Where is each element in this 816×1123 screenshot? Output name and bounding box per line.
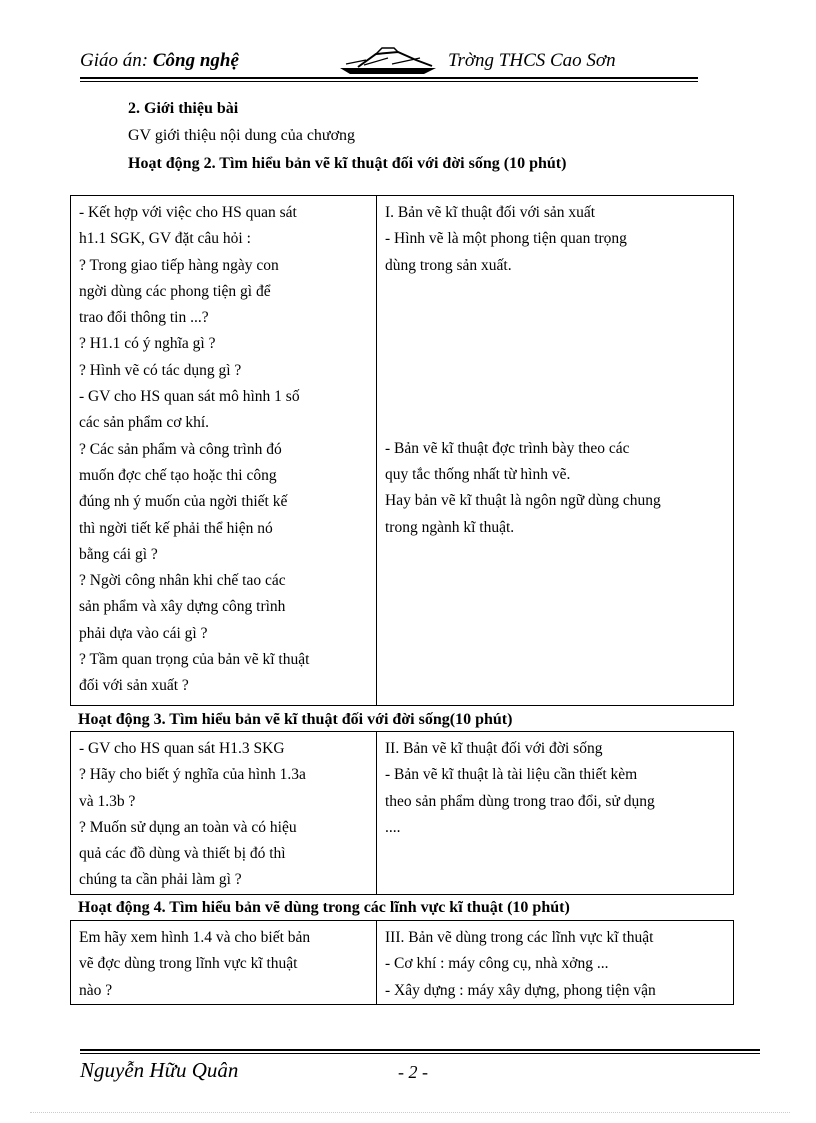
text-line: trao đổi thông tin ...? [79,309,209,327]
text-line: ? Muốn sử dụng an toàn và có hiệu [79,818,297,836]
activity-2-heading: Hoạt động 2. Tìm hiểu bản vẽ kĩ thuật đối với đời sống (10 phút) [128,155,567,172]
text-line: quy tắc thống nhất từ hình vẽ. [385,466,571,484]
intro-line: GV giới thiệu nội dung của chương [128,127,356,144]
text-line: dùng trong sản xuất. [385,256,512,274]
text-line: ? Các sản phẩm và công trình đó [79,440,282,458]
text-line: ? Hình vẽ có tác dụng gì ? [79,361,242,379]
content-cell [377,196,734,706]
footer-rule [80,1049,760,1051]
text-line: - Kết hợp với việc cho HS quan sát [79,204,297,221]
text-line: các sản phẩm cơ khí. [79,414,209,432]
header-rule-thin [80,81,698,82]
teacher-activity-cell [71,732,377,895]
activity-2-table [70,195,734,706]
footer-author: Nguyễn Hữu Quân [80,1058,239,1082]
activity-4-table [70,920,734,1005]
text-line: III. Bản vẽ dùng trong các lĩnh vực kĩ thuật [385,929,654,946]
header-rule [80,77,698,79]
section-heading: 2. Giới thiệu bài [128,100,239,117]
header-school: Trờng THCS Cao Sơn [448,50,616,71]
text-line: ? Hãy cho biết ý nghĩa của hình 1.3a [79,766,306,784]
text-line: - Bản vẽ kĩ thuật đợc trình bày theo các [385,439,630,457]
text-line: - Bản vẽ kĩ thuật là tài liệu cần thiết kèm [385,766,638,784]
text-line: - Xây dựng : máy xây dựng, phong tiện vận [385,981,656,999]
header-subject [80,50,239,72]
teacher-activity-cell [71,921,377,1005]
text-line: phải dựa vào cái gì ? [79,624,208,642]
text-line: .... [385,818,401,836]
text-line: Hay bản vẽ kĩ thuật là ngôn ngữ dùng chung [385,492,661,510]
text-line: muốn đợc chế tạo hoặc thi công [79,466,277,484]
text-line: nào ? [79,981,113,999]
text-line: ngời dùng các phong tiện gì để [79,282,271,300]
text-line: - Cơ khí : máy công cụ, nhà xởng ... [385,955,609,973]
text-line: ? H1.1 có ý nghĩa gì ? [79,335,216,353]
ship-ornament-icon [336,46,446,74]
text-line: h1.1 SGK, GV đặt câu hỏi : [79,230,251,248]
teacher-activity-cell [71,196,377,706]
text-line: Em hãy xem hình 1.4 và cho biết bản [79,929,311,946]
text-line: - GV cho HS quan sát H1.3 SKG [79,740,285,757]
page-edge-divider [30,1112,790,1113]
content-cell [377,732,734,895]
text-line: đối với sản xuất ? [79,677,189,695]
header-subject-prefix: Giáo án: [80,50,149,71]
text-line: và 1.3b ? [79,792,136,810]
content-cell [377,921,734,1005]
text-line: ? Trong giao tiếp hàng ngày con [79,256,279,274]
text-line: vẽ đợc dùng trong lĩnh vực kĩ thuật [79,955,298,973]
text-line: ? Tầm quan trọng của bản vẽ kĩ thuật [79,651,310,669]
activity-3-table [70,731,734,895]
text-line: quả các đồ dùng và thiết bị đó thì [79,845,286,863]
text-line: II. Bản vẽ kĩ thuật đối với đời sống [385,740,603,757]
text-line: ? Ngời công nhân khi chế tao các [79,572,286,590]
text-line: I. Bản vẽ kĩ thuật đối với sản xuất [385,204,596,221]
text-line: - Hình vẽ là một phong tiện quan trọng [385,230,627,248]
footer-rule-thin [80,1053,760,1054]
text-line: bằng cái gì ? [79,545,158,563]
activity-3-heading: Hoạt động 3. Tìm hiểu bản vẽ kĩ thuật đối với đời sống(10 phút) [78,711,513,728]
page-number: - 2 - [398,1062,428,1082]
text-line: trong ngành kĩ thuật. [385,518,515,536]
activity-4-heading: Hoạt động 4. Tìm hiểu bản vẽ dùng trong các lĩnh vực kĩ thuật (10 phút) [78,899,570,916]
text-line: theo sản phẩm dùng trong trao đổi, sử dụng [385,792,655,810]
text-line: đúng nh ý muốn của ngời thiết kế [79,493,288,511]
text-line: thì ngời tiết kế phải thể hiện nó [79,519,273,537]
text-line: sản phẩm và xây dựng công trình [79,598,286,616]
header-subject-name: Công nghệ [152,50,239,71]
text-line: - GV cho HS quan sát mô hình 1 số [79,388,300,406]
text-line: chúng ta cần phải làm gì ? [79,871,242,889]
